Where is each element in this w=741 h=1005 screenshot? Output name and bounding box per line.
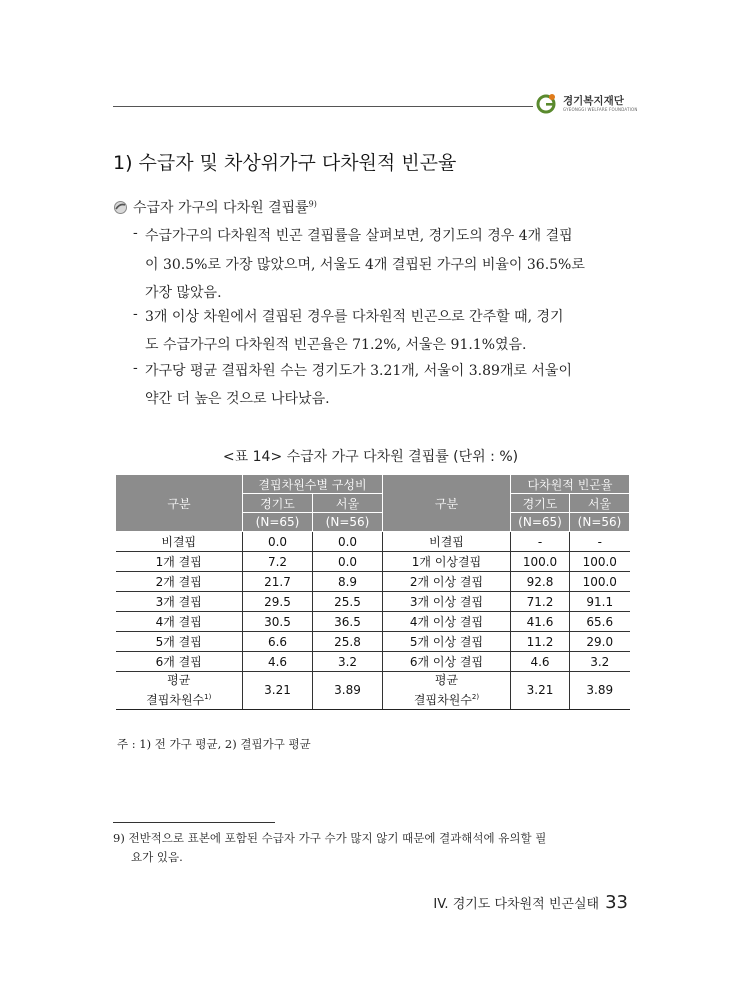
cell-gyeonggi-poverty: 92.8 — [511, 572, 570, 592]
col-header-category-right: 구분 — [383, 475, 511, 532]
cell-seoul-poverty: 100.0 — [570, 572, 630, 592]
table-row — [116, 552, 630, 572]
table-row — [116, 572, 630, 592]
cell-gyeonggi-poverty: 3.21 — [511, 672, 570, 710]
row-label-left: 2개 결핍 — [116, 572, 243, 592]
foundation-logo — [533, 89, 653, 119]
paragraph-line: 이 30.5%로 가장 많았으며, 서울도 4개 결핍된 가구의 비율이 36.5%로 — [145, 257, 585, 273]
col-header-seoul: 서울 — [570, 494, 630, 513]
col-header-n-seoul: (N=56) — [570, 513, 630, 532]
logo-text: 경기복지재단 — [563, 95, 624, 107]
dash-marker: - — [133, 306, 138, 322]
row-label-right: 비결핍 — [383, 532, 511, 552]
row-label-left: 4개 결핍 — [116, 612, 243, 632]
table-note: 주 : 1) 전 가구 평균, 2) 결핍가구 평균 — [117, 737, 311, 751]
row-label-left: 1개 결핍 — [116, 552, 243, 572]
row-label-right: 6개 이상 결핍 — [383, 652, 511, 672]
group-header-poverty-rate: 다차원적 빈곤율 — [511, 475, 630, 494]
col-header-seoul: 서울 — [313, 494, 383, 513]
footnote-line: 9) 전반적으로 표본에 포함된 수급자 가구 수가 많지 않기 때문에 결과해석에 유의할 필 — [113, 831, 547, 845]
cell-seoul-poverty: 65.6 — [570, 612, 630, 632]
col-header-n-gyeonggi: (N=65) — [243, 513, 313, 532]
page-footer — [433, 892, 628, 913]
cell-gyeonggi-composition: 4.6 — [243, 652, 313, 672]
bullet-icon — [113, 200, 128, 215]
cell-seoul-poverty: 100.0 — [570, 552, 630, 572]
table-row — [116, 632, 630, 652]
col-header-gyeonggi: 경기도 — [511, 494, 570, 513]
page-number: 33 — [605, 892, 628, 913]
avg-label-bottom: 결핍차원수 — [413, 693, 472, 707]
cell-seoul-composition: 36.5 — [313, 612, 383, 632]
footnote-ref: 2) — [471, 693, 480, 701]
cell-gyeonggi-poverty: 4.6 — [511, 652, 570, 672]
footnote-ref: 1) — [204, 693, 212, 701]
row-label-right — [383, 672, 511, 710]
cell-seoul-composition: 0.0 — [313, 552, 383, 572]
cell-seoul-poverty: - — [570, 532, 630, 552]
paragraph-line: 3개 이상 차원에서 결핍된 경우를 다차원적 빈곤으로 간주할 때, 경기 — [145, 309, 564, 325]
foundation-logo-icon — [535, 91, 559, 115]
row-label-left: 비결핍 — [116, 532, 243, 552]
row-label-left: 5개 결핍 — [116, 632, 243, 652]
table-row — [116, 532, 630, 552]
row-label-left: 3개 결핍 — [116, 592, 243, 612]
cell-gyeonggi-poverty: 41.6 — [511, 612, 570, 632]
footnote-line: 요가 있음. — [131, 850, 183, 864]
cell-gyeonggi-composition: 7.2 — [243, 552, 313, 572]
chapter-title: IV. 경기도 다차원적 빈곤실태 — [433, 897, 600, 912]
cell-seoul-composition: 3.2 — [313, 652, 383, 672]
cell-seoul-composition: 25.5 — [313, 592, 383, 612]
cell-gyeonggi-composition: 29.5 — [243, 592, 313, 612]
table-row — [116, 652, 630, 672]
row-label-right: 4개 이상 결핍 — [383, 612, 511, 632]
cell-seoul-poverty: 91.1 — [570, 592, 630, 612]
table-caption: <표 14> 수급자 가구 다차원 결핍률 (단위 : %) — [222, 449, 519, 465]
cell-seoul-composition: 3.89 — [313, 672, 383, 710]
cell-gyeonggi-composition: 3.21 — [243, 672, 313, 710]
logo-subtext: GYEONGGI WELFARE FOUNDATION — [563, 107, 638, 112]
dash-marker: - — [133, 360, 138, 376]
bullet-text: 수급자 가구의 다차원 결핍률$^{9)}$ — [133, 199, 317, 216]
dash-marker: - — [133, 225, 138, 241]
cell-seoul-poverty: 3.89 — [570, 672, 630, 710]
cell-seoul-poverty: 29.0 — [570, 632, 630, 652]
cell-gyeonggi-composition: 21.7 — [243, 572, 313, 592]
cell-gyeonggi-composition: 30.5 — [243, 612, 313, 632]
paragraph-line: 도 수급가구의 다차원적 빈곤율은 71.2%, 서울은 91.1%였음. — [145, 337, 527, 353]
cell-seoul-composition: 0.0 — [313, 532, 383, 552]
cell-seoul-poverty: 3.2 — [570, 652, 630, 672]
row-label-right: 3개 이상 결핍 — [383, 592, 511, 612]
row-label-right: 1개 이상결핍 — [383, 552, 511, 572]
section-title: 1) 수급자 및 차상위가구 다차원적 빈곤율 — [113, 152, 457, 174]
table-row — [116, 612, 630, 632]
col-header-n-gyeonggi: (N=65) — [511, 513, 570, 532]
table-row — [116, 592, 630, 612]
col-header-category-left: 구분 — [116, 475, 243, 532]
table-row-average — [116, 672, 630, 710]
cell-gyeonggi-poverty: 71.2 — [511, 592, 570, 612]
avg-label-top: 평균 — [167, 673, 191, 687]
cell-gyeonggi-poverty: 11.2 — [511, 632, 570, 652]
cell-gyeonggi-composition: 6.6 — [243, 632, 313, 652]
paragraph-line: 약간 더 높은 것으로 나타났음. — [145, 391, 330, 407]
paragraph-line: 가구당 평균 결핍차원 수는 경기도가 3.21개, 서울이 3.89개로 서울이 — [145, 363, 572, 379]
header-rule — [113, 106, 533, 107]
table-header-row — [116, 475, 630, 494]
cell-seoul-composition: 8.9 — [313, 572, 383, 592]
footnote-ref: 9) — [308, 199, 317, 209]
group-header-composition: 결핍차원수별 구성비 — [243, 475, 383, 494]
cell-gyeonggi-poverty: 100.0 — [511, 552, 570, 572]
deprivation-table — [115, 474, 630, 710]
row-label-left: 6개 결핍 — [116, 652, 243, 672]
paragraph-line: 가장 많았음. — [145, 285, 222, 301]
col-header-gyeonggi: 경기도 — [243, 494, 313, 513]
col-header-n-seoul: (N=56) — [313, 513, 383, 532]
row-label-left — [116, 672, 243, 710]
footnote-rule — [113, 822, 275, 823]
cell-seoul-composition: 25.8 — [313, 632, 383, 652]
cell-gyeonggi-poverty: - — [511, 532, 570, 552]
cell-gyeonggi-composition: 0.0 — [243, 532, 313, 552]
avg-label-bottom: 결핍차원수 — [146, 693, 205, 707]
row-label-right: 2개 이상 결핍 — [383, 572, 511, 592]
paragraph-line: 수급가구의 다차원적 빈곤 결핍률을 살펴보면, 경기도의 경우 4개 결핍 — [145, 228, 573, 244]
avg-label-top: 평균 — [434, 673, 459, 687]
row-label-right: 5개 이상 결핍 — [383, 632, 511, 652]
